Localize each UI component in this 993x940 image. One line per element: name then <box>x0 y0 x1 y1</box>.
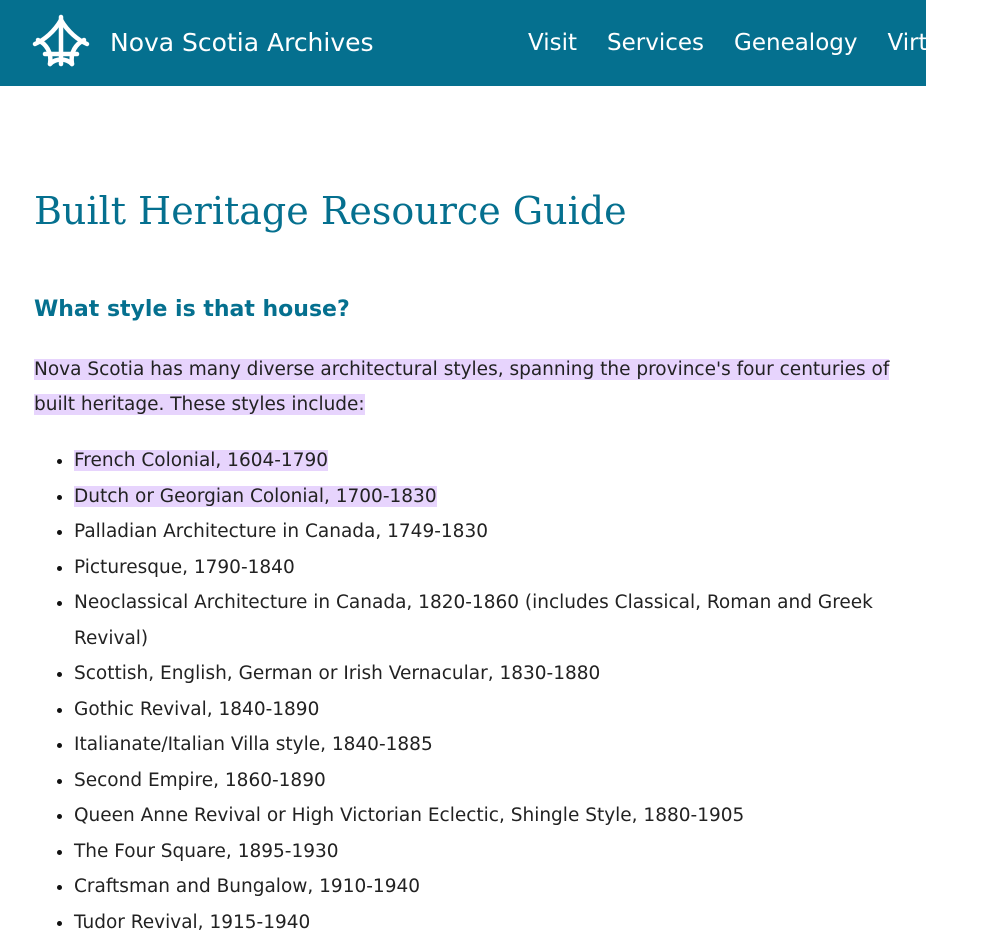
site-title[interactable]: Nova Scotia Archives <box>110 28 374 58</box>
nav-item-visit[interactable]: Visit <box>528 28 577 58</box>
list-item: • Gothic Revival, 1840-1890 <box>74 692 914 728</box>
site-header <box>0 0 926 86</box>
main-nav <box>528 28 993 58</box>
list-item: • The Four Square, 1895-1930 <box>74 834 914 870</box>
list-item <box>74 443 914 479</box>
list-item: • Scottish, English, German or Irish Vernacular, 1830-1880 <box>74 656 914 692</box>
nav-item-virtual[interactable]: Virtual <box>887 28 962 58</box>
list-item: • Second Empire, 1860-1890 <box>74 763 914 799</box>
list-item: • Picturesque, 1790-1840 <box>74 550 914 586</box>
list-item: • Italianate/Italian Villa style, 1840-1885 <box>74 727 914 763</box>
list-item: • Palladian Architecture in Canada, 1749-1830 <box>74 514 914 550</box>
section-heading: What style is that house? <box>34 295 350 325</box>
nav-item-services[interactable]: Services <box>607 28 704 58</box>
page-title: Built Heritage Resource Guide <box>34 186 627 236</box>
list-item: • Queen Anne Revival or High Victorian Eclectic, Shingle Style, 1880-1905 <box>74 798 914 834</box>
intro-paragraph <box>34 352 926 422</box>
nova-scotia-archives-logo-icon[interactable] <box>32 14 90 70</box>
list-item: • Tudor Revival, 1915-1940 <box>74 905 914 940</box>
architectural-styles-list <box>34 443 914 940</box>
nav-item-genealogy[interactable]: Genealogy <box>734 28 857 58</box>
list-item <box>74 479 914 515</box>
list-item-label: Dutch or Georgian Colonial, 1700-1830 <box>74 486 437 507</box>
intro-text: Nova Scotia has many diverse architectural styles, spanning the province's four centuries of built heritage. These styles include: <box>34 359 889 415</box>
list-item-label: French Colonial, 1604-1790 <box>74 450 328 471</box>
list-item: • Craftsman and Bungalow, 1910-1940 <box>74 869 914 905</box>
list-item: • Neoclassical Architecture in Canada, 1820-1860 (includes Classical, Roman and Greek Revival) <box>74 585 914 656</box>
